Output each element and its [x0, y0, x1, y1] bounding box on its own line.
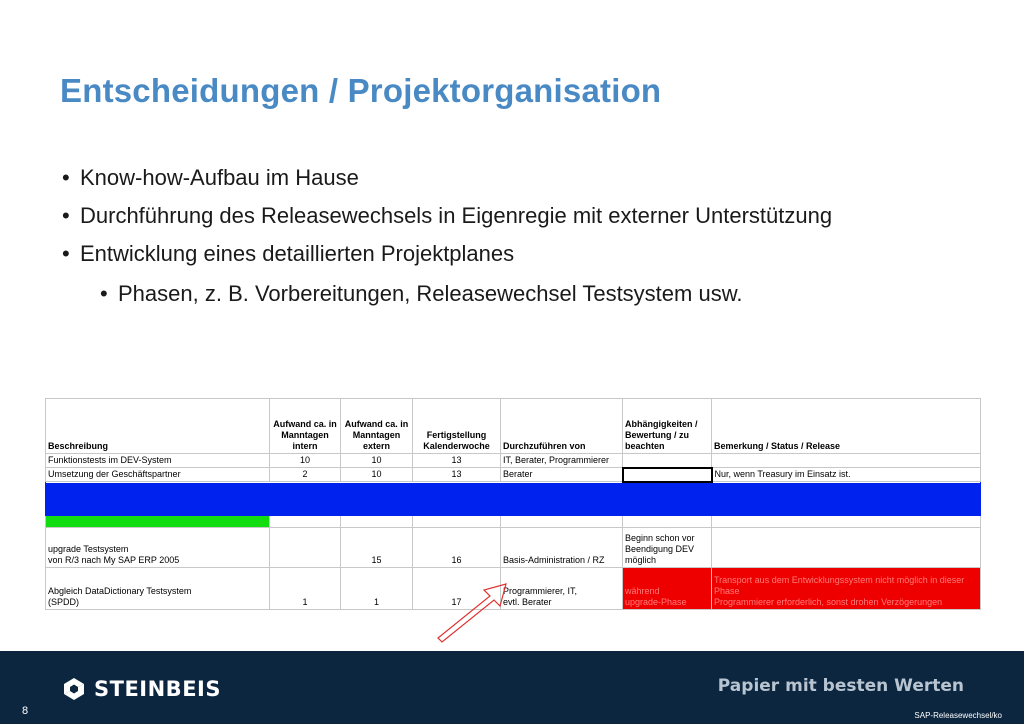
- cell-abh-warning: während upgrade-Phase: [623, 568, 712, 610]
- cell-von: Basis-Administration / RZ: [501, 528, 623, 568]
- col-header-beschreibung: Beschreibung: [46, 399, 270, 454]
- col-header-aufwand-extern: Aufwand ca. in Manntagen extern: [341, 399, 413, 454]
- cell-extern: 1: [341, 568, 413, 610]
- cell-kw: 13: [413, 468, 501, 482]
- bullet-list: [62, 164, 942, 308]
- col-header-durchzufuehren: Durchzuführen von: [501, 399, 623, 454]
- page-number: 8: [22, 705, 29, 717]
- cell-extern: 15: [341, 528, 413, 568]
- phase-label: [46, 516, 270, 528]
- logo-text: STEINBEIS: [94, 677, 221, 701]
- footer-bar: [0, 651, 1024, 724]
- cell-von: Berater: [501, 468, 623, 482]
- col-header-abhaengigkeiten: Abhängigkeiten / Bewertung / zu beachten: [623, 399, 712, 454]
- cell-kw: 13: [413, 454, 501, 468]
- sub-bullet-item: • Phasen, z. B. Vorbereitungen, Releasewechsel Testsystem usw.: [100, 280, 942, 308]
- table-row: [46, 454, 981, 468]
- table-row: [46, 528, 981, 568]
- cell-kw: 17: [413, 568, 501, 610]
- slogan: Papier mit besten Werten: [717, 676, 964, 696]
- document-name: SAP-Releasewechsel/ko: [914, 711, 1002, 720]
- col-header-bemerkung: Bemerkung / Status / Release: [712, 399, 981, 454]
- cell-intern: 1: [270, 568, 341, 610]
- cell-abh: [623, 454, 712, 468]
- cell-kw: 16: [413, 528, 501, 568]
- cell-von: Programmierer, IT, evtl. Berater: [501, 568, 623, 610]
- cell-bem: [712, 528, 981, 568]
- cell-bem: Nur, wenn Treasury im Einsatz ist.: [712, 468, 981, 482]
- cell-beschreibung: upgrade Testsystem von R/3 nach My SAP ERP 2005: [46, 528, 270, 568]
- steinbeis-logo: [62, 677, 221, 701]
- milestone-label: [46, 482, 981, 516]
- table-row: [46, 468, 981, 482]
- bullet-item: • Know-how-Aufbau im Hause: [62, 164, 942, 192]
- cell-bem: [712, 454, 981, 468]
- cell-intern: [270, 528, 341, 568]
- table-header-row: [46, 399, 981, 454]
- phase-row: [46, 516, 981, 528]
- steinbeis-logo-icon: [62, 677, 86, 701]
- bullet-item: • Entwicklung eines detaillierten Projektplanes: [62, 240, 942, 268]
- col-header-fertigstellung: Fertigstellung Kalenderwoche: [413, 399, 501, 454]
- annotation-arrow-icon: [430, 580, 520, 650]
- bullet-item: • Durchführung des Releasewechsels in Eigenregie mit externer Unterstützung: [62, 202, 842, 230]
- cell-intern: 10: [270, 454, 341, 468]
- cell-abh: Beginn schon vor Beendigung DEV möglich: [623, 528, 712, 568]
- cell-beschreibung: Umsetzung der Geschäftspartner: [46, 468, 270, 482]
- slide-title: Entscheidungen / Projektorganisation: [60, 72, 662, 109]
- cell-intern: 2: [270, 468, 341, 482]
- cell-beschreibung: Funktionstests im DEV-System: [46, 454, 270, 468]
- milestone-row: [46, 482, 981, 516]
- selected-cell[interactable]: [623, 468, 712, 482]
- cell-von: IT, Berater, Programmierer: [501, 454, 623, 468]
- spreadsheet-excerpt: [45, 398, 980, 607]
- cell-extern: 10: [341, 468, 413, 482]
- cell-bem-warning: Transport aus dem Entwicklungssystem nicht möglich in dieser Phase Programmierer erforderlich, sonst drohen Verzögerungen: [712, 568, 981, 610]
- cell-beschreibung: Abgleich DataDictionary Testsystem (SPDD): [46, 568, 270, 610]
- cell-extern: 10: [341, 454, 413, 468]
- col-header-aufwand-intern: Aufwand ca. in Manntagen intern: [270, 399, 341, 454]
